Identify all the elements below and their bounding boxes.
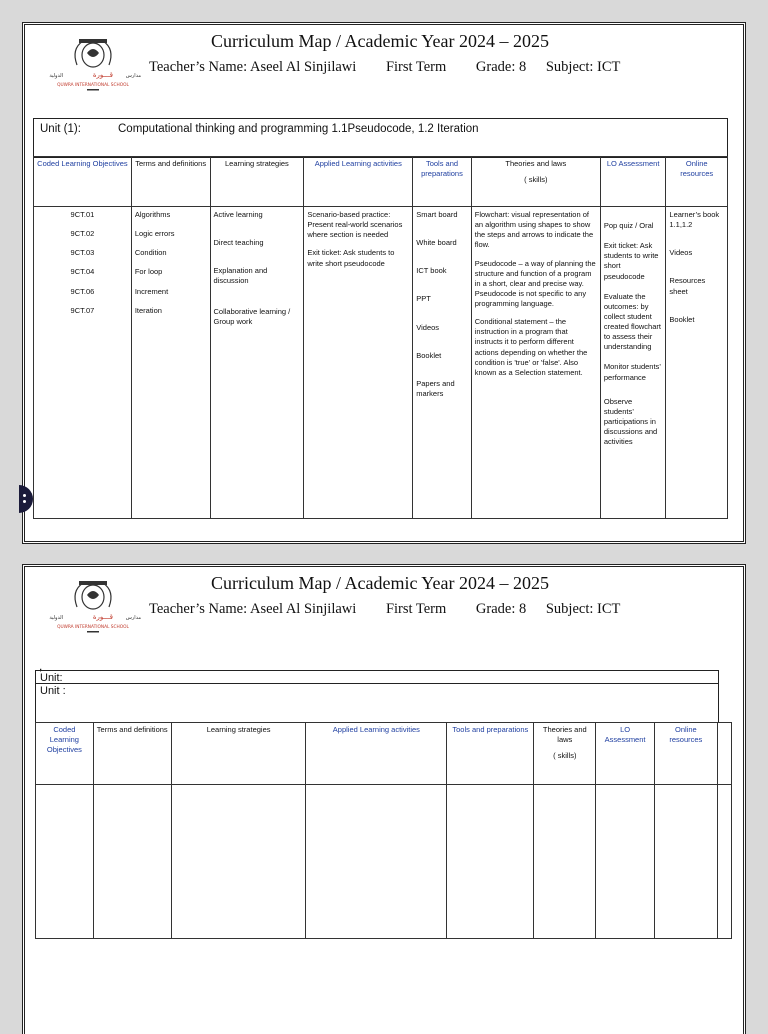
terms-cell <box>131 207 210 519</box>
curriculum-table <box>35 722 732 939</box>
list-item: 9CT.02 <box>70 229 95 239</box>
side-menu-handle[interactable] <box>19 485 33 513</box>
school-logo <box>43 577 143 635</box>
header-cell: Applied Learning activities <box>306 723 447 785</box>
unit-label: Unit: <box>40 672 63 684</box>
list-item: Learner’s book 1.1,1.2 <box>669 210 720 230</box>
empty-cell <box>93 785 171 939</box>
empty-cell <box>447 785 534 939</box>
empty-cell <box>654 785 717 939</box>
list-item: 9CT.07 <box>70 305 95 315</box>
header-text: Theories and laws <box>505 159 567 168</box>
resources-cell <box>666 207 728 519</box>
svg-text:QUWRA INTERNATIONAL SCHOOL: QUWRA INTERNATIONAL SCHOOL <box>57 83 129 88</box>
table-row <box>36 785 732 939</box>
empty-cell <box>171 785 306 939</box>
header-cell: LO Assessment <box>600 157 666 207</box>
strategies-cell <box>210 207 304 519</box>
list-item: Flowchart: visual representation of an algorithm using shapes to show the steps and arrows to indicate the flow. <box>474 210 594 250</box>
teacher-name: Teacher’s Name: Aseel Al Sinjilawi <box>149 601 357 617</box>
empty-cell <box>534 785 596 939</box>
list-item: White board <box>416 238 457 248</box>
list-item: Videos <box>669 248 693 258</box>
grade: Grade: 8 <box>475 601 527 617</box>
curriculum-page-1 <box>22 22 746 544</box>
header-cell: LO Assessment <box>596 723 655 785</box>
list-item: Iteration <box>134 305 162 315</box>
table-row <box>34 207 728 519</box>
list-item: Exit ticket: Ask students to write short pseudocode <box>307 248 395 268</box>
list-item: Booklet <box>416 350 442 360</box>
list-item: Smart board <box>416 210 458 219</box>
list-item: Evaluate the outcomes: by collect student created flowchart to assess their understanding <box>603 291 661 352</box>
svg-text:مدارس: مدارس <box>125 73 141 79</box>
list-item: Pop quiz / Oral <box>603 221 654 230</box>
list-item: Explanation and discussion <box>213 266 268 286</box>
header-cell: Applied Learning activities <box>304 157 413 207</box>
teacher-name: Teacher’s Name: Aseel Al Sinjilawi <box>149 59 357 75</box>
header-cell: Tools and preparations <box>447 723 534 785</box>
unit-box <box>33 118 728 158</box>
empty-cell <box>717 785 731 939</box>
header-cell: Online resources <box>666 157 728 207</box>
curriculum-table <box>33 156 728 519</box>
list-item: Increment <box>134 286 169 296</box>
list-item: Pseudocode – a way of planning the structure and function of a program in a short, clear and precise way. Pseudocode is not specific to any programming language. <box>474 258 596 308</box>
table-header-row <box>36 723 732 785</box>
svg-text:الدولية: الدولية <box>49 73 63 79</box>
curriculum-page-2 <box>22 564 746 1034</box>
tools-cell <box>413 207 472 519</box>
page-title: Curriculum Map / Academic Year 2024 – 2025 <box>211 31 549 51</box>
theories-cell <box>471 207 600 519</box>
assessment-cell <box>600 207 666 519</box>
svg-text:قـــورة: قـــورة <box>92 613 113 621</box>
list-item: Monitor students’ performance <box>603 362 661 382</box>
svg-text:QUWRA INTERNATIONAL SCHOOL: QUWRA INTERNATIONAL SCHOOL <box>57 625 129 630</box>
teacher-info <box>149 601 624 618</box>
header-cell: Online resources <box>654 723 717 785</box>
header-cell: Learning strategies <box>171 723 306 785</box>
header-cell: Learning strategies <box>210 157 304 207</box>
header-cell <box>471 157 600 207</box>
list-item: 9CT.04 <box>70 267 95 277</box>
list-item: 9CT.03 <box>70 248 95 258</box>
term: First Term <box>385 59 447 75</box>
header-text: Theories and laws <box>542 725 587 745</box>
unit-title: Computational thinking and programming 1.1Pseudocode, 1.2 Iteration <box>118 123 479 135</box>
empty-cell <box>596 785 655 939</box>
svg-text:مدارس: مدارس <box>125 615 141 621</box>
list-item: Algorithms <box>134 210 171 219</box>
stray-comma: , <box>39 659 43 673</box>
grade: Grade: 8 <box>475 59 527 75</box>
header-text: ( skills) <box>553 751 577 761</box>
list-item: Observe students’ participations in discussions and activities <box>603 396 658 447</box>
list-item: Resources sheet <box>669 276 706 296</box>
list-item: Logic errors <box>134 229 175 239</box>
list-item: 9CT.06 <box>70 286 95 296</box>
list-item: Papers and markers <box>416 378 455 398</box>
list-item: Condition <box>134 248 167 258</box>
subject: Subject: ICT <box>545 59 621 75</box>
list-item: For loop <box>134 267 163 277</box>
header-cell: Tools and preparations <box>413 157 472 207</box>
header-cell <box>717 723 731 785</box>
svg-text:الدولية: الدولية <box>49 615 63 621</box>
empty-cell <box>36 785 94 939</box>
unit-line <box>35 683 719 723</box>
school-logo <box>43 35 143 93</box>
header-cell: Terms and definitions <box>131 157 210 207</box>
list-item: Conditional statement – the instruction in a program that instructs it to perform different actions depending on whether the condition is 'true' or 'false'. Also known as a Selection statement. <box>474 317 588 377</box>
header-text: ( skills) <box>524 175 548 185</box>
header-cell: Coded Learning Objectives <box>34 157 132 207</box>
list-item: PPT <box>416 294 431 304</box>
list-item: ICT book <box>416 266 447 276</box>
activities-cell <box>304 207 413 519</box>
list-item: 9CT.01 <box>70 210 95 219</box>
unit-label: Unit : <box>40 685 66 697</box>
objectives-cell <box>34 207 132 519</box>
header-cell: Coded Learning Objectives <box>36 723 94 785</box>
list-item: Active learning <box>213 210 263 219</box>
subject: Subject: ICT <box>545 601 621 617</box>
list-item: Direct teaching <box>213 238 264 248</box>
list-item: Booklet <box>669 314 695 324</box>
header-cell: Terms and definitions <box>93 723 171 785</box>
unit-label: Unit (1): <box>40 123 81 135</box>
header-cell <box>534 723 596 785</box>
teacher-info <box>149 59 624 76</box>
list-item: Scenario-based practice: Present real-world scenarios where section is needed <box>307 210 403 240</box>
table-header-row <box>34 157 728 207</box>
list-item: Collaborative learning / Group work <box>213 306 291 326</box>
page-title: Curriculum Map / Academic Year 2024 – 2025 <box>211 573 549 593</box>
empty-cell <box>306 785 447 939</box>
list-item: Exit ticket: Ask students to write short pseudocode <box>603 241 659 281</box>
svg-text:قـــورة: قـــورة <box>92 71 113 79</box>
list-item: Videos <box>416 322 440 332</box>
term: First Term <box>385 601 447 617</box>
